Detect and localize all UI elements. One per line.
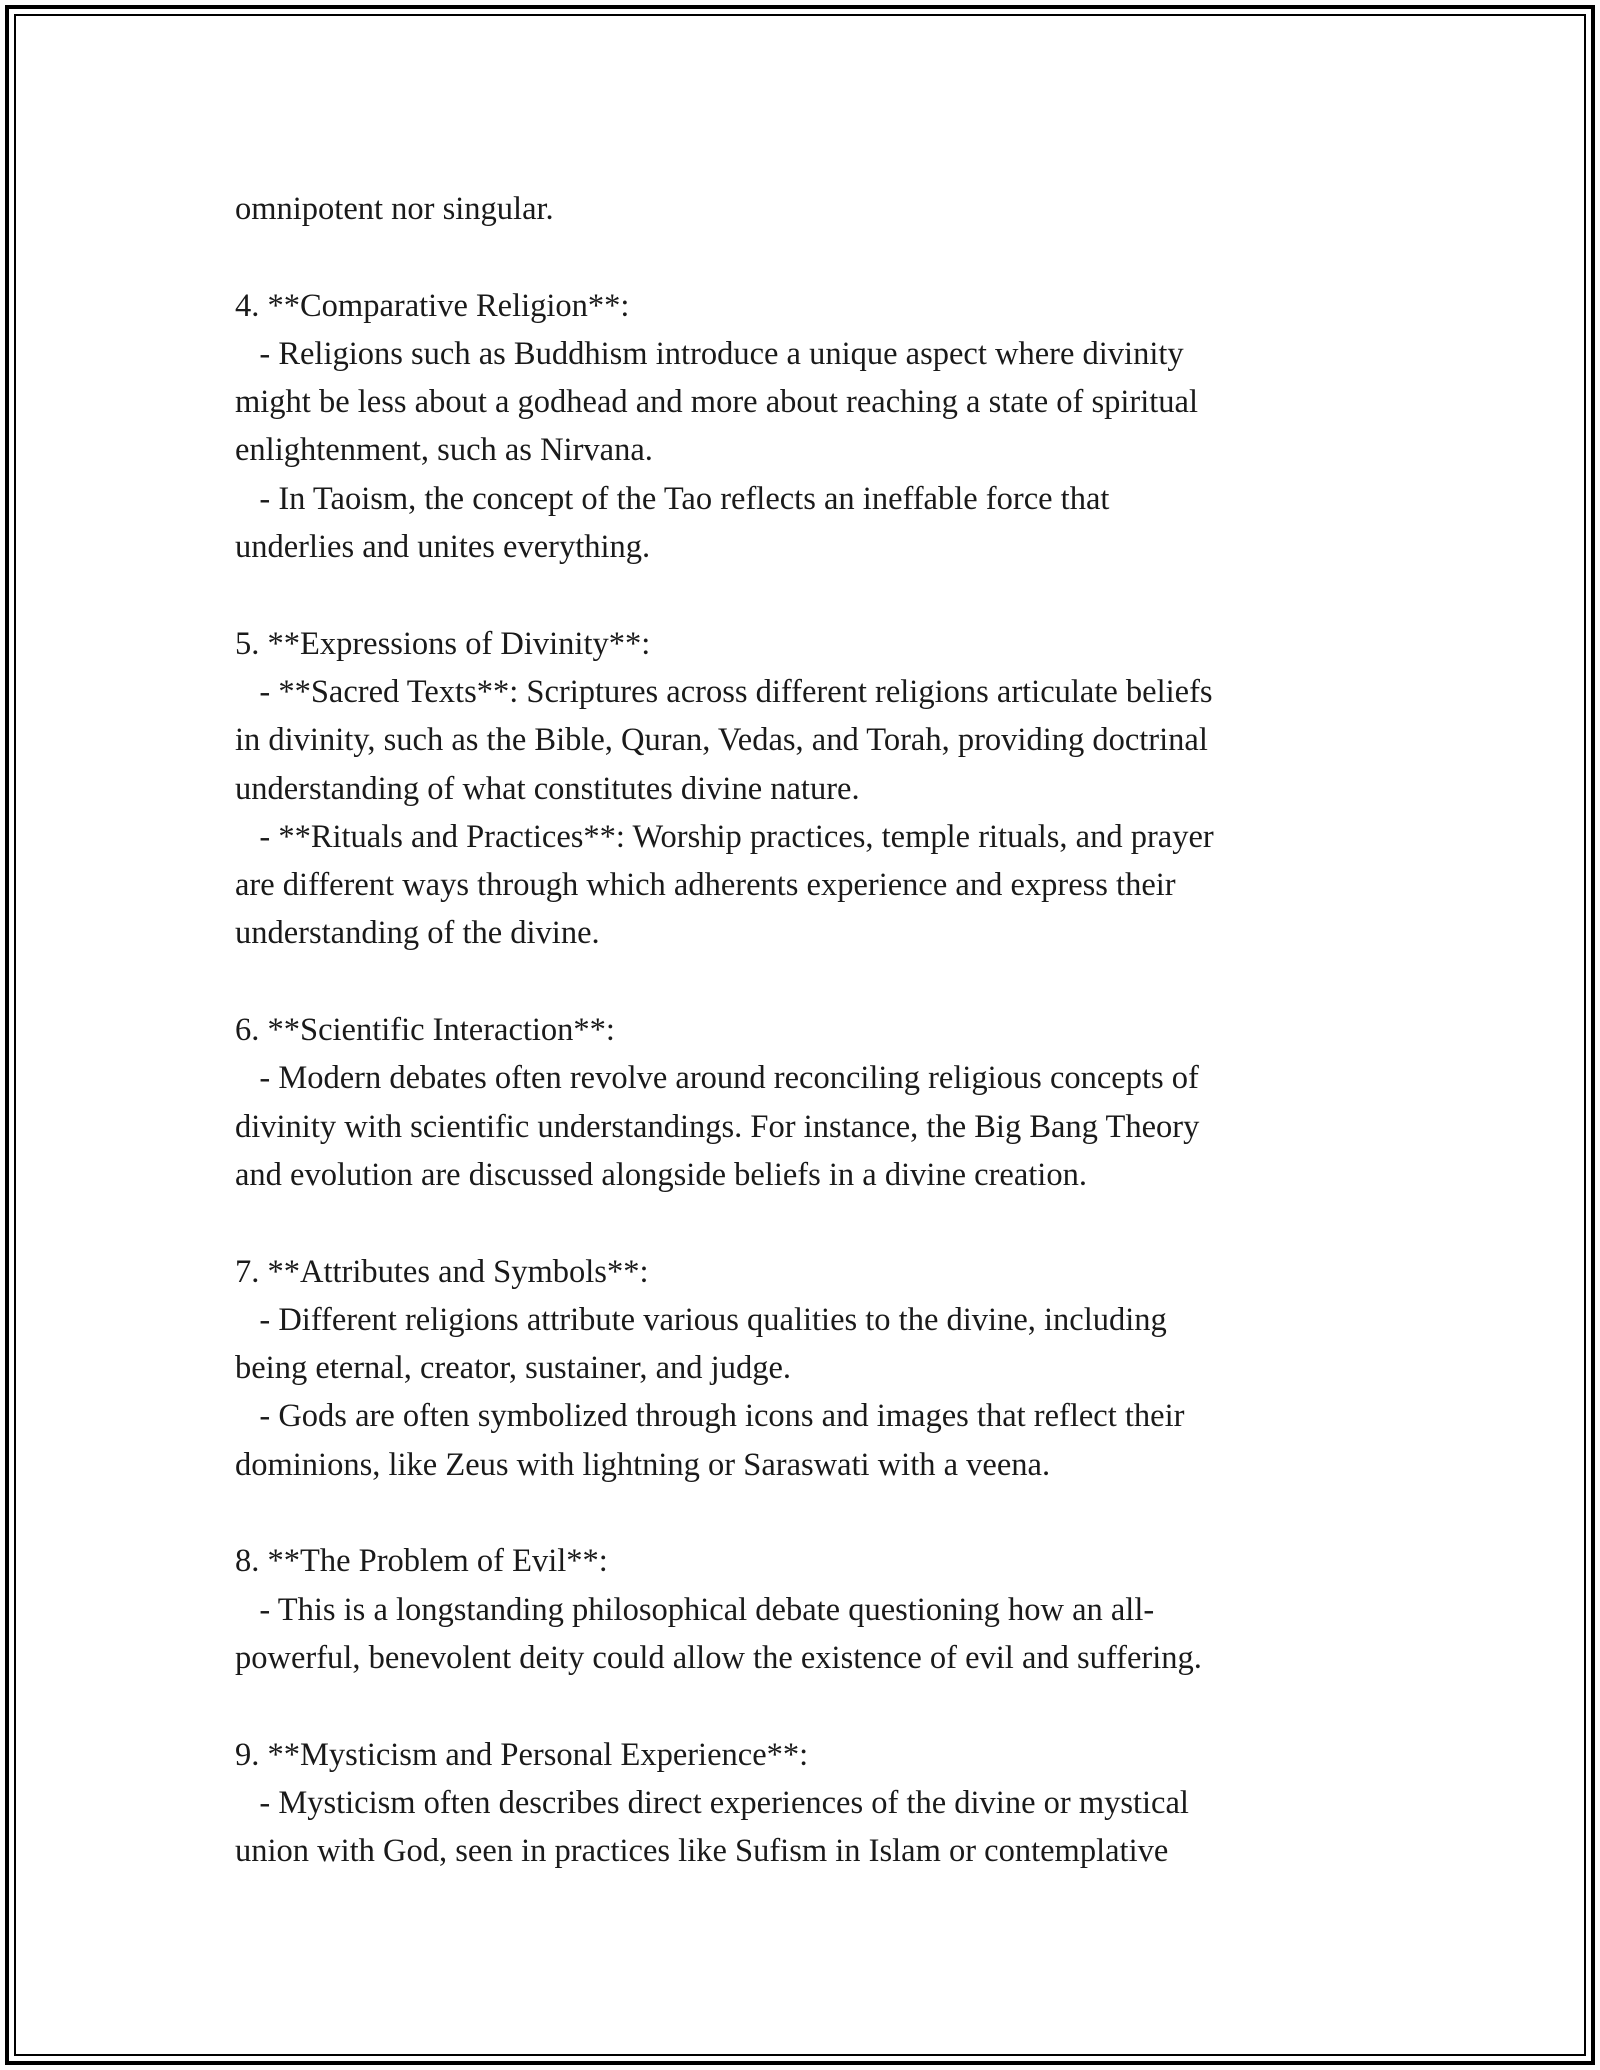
text-line: - In Taoism, the concept of the Tao reflects an ineffable force that: [235, 480, 1110, 517]
text-line: powerful, benevolent deity could allow the existence of evil and suffering.: [235, 1639, 1202, 1676]
text-line: might be less about a godhead and more about reaching a state of spiritual: [235, 384, 1198, 421]
text-line: 7. **Attributes and Symbols**:: [235, 1253, 649, 1290]
text-line: - Gods are often symbolized through icons and images that reflect their: [235, 1398, 1185, 1435]
text-line: - Different religions attribute various qualities to the divine, including: [235, 1301, 1167, 1338]
blank-line: [235, 958, 1375, 1006]
text-line: - Mysticism often describes direct experiences of the divine or mystical: [235, 1784, 1189, 1821]
text-line: 8. **The Problem of Evil**:: [235, 1543, 608, 1580]
text-line: divinity with scientific understandings. For instance, the Big Bang Theory: [235, 1108, 1200, 1145]
text-line: understanding of what constitutes divine nature.: [235, 770, 860, 807]
text-line: 4. **Comparative Religion**:: [235, 287, 630, 324]
text-line: 9. **Mysticism and Personal Experience**:: [235, 1736, 809, 1773]
blank-line: [235, 233, 1375, 281]
blank-line: [235, 1682, 1375, 1730]
text-line: and evolution are discussed alongside beliefs in a divine creation.: [235, 1156, 1087, 1193]
text-line: 5. **Expressions of Divinity**:: [235, 625, 651, 662]
text-line: in divinity, such as the Bible, Quran, Vedas, and Torah, providing doctrinal: [235, 722, 1208, 759]
text-line: - Religions such as Buddhism introduce a unique aspect where divinity: [235, 335, 1184, 372]
text-line: 6. **Scientific Interaction**:: [235, 1012, 615, 1049]
blank-line: [235, 1199, 1375, 1247]
text-line: enlightenment, such as Nirvana.: [235, 432, 653, 469]
document-body: [235, 185, 1375, 1875]
text-line: - This is a longstanding philosophical debate questioning how an all-: [235, 1591, 1155, 1628]
text-line: understanding of the divine.: [235, 915, 600, 952]
text-line: dominions, like Zeus with lightning or Saraswati with a veena.: [235, 1446, 1051, 1483]
text-line: underlies and unites everything.: [235, 529, 651, 566]
blank-line: [235, 571, 1375, 619]
text-line: - **Rituals and Practices**: Worship practices, temple rituals, and prayer: [235, 818, 1214, 855]
text-line: - **Sacred Texts**: Scriptures across different religions articulate beliefs: [235, 673, 1213, 710]
text-line: being eternal, creator, sustainer, and judge.: [235, 1350, 791, 1387]
text-line: - Modern debates often revolve around reconciling religious concepts of: [235, 1060, 1199, 1097]
blank-line: [235, 1489, 1375, 1537]
text-line: omnipotent nor singular.: [235, 191, 554, 227]
text-line: union with God, seen in practices like Sufism in Islam or contemplative: [235, 1833, 1169, 1870]
text-line: are different ways through which adherents experience and express their: [235, 867, 1176, 904]
